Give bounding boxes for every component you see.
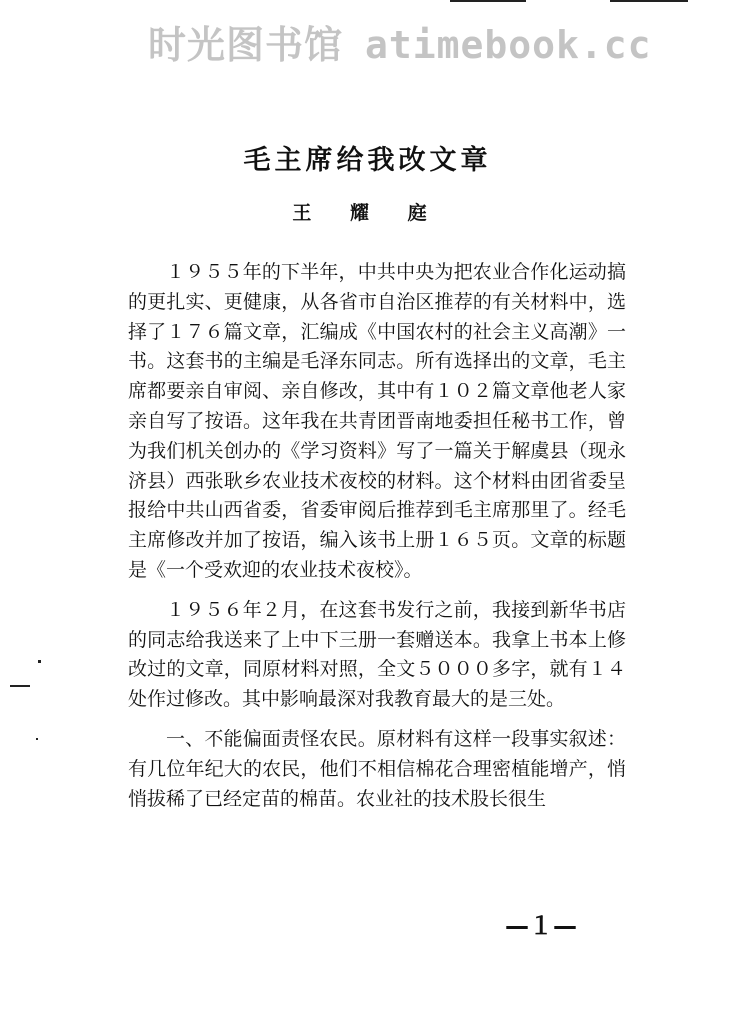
scan-speck xyxy=(38,660,41,663)
watermark-url: atimebook.cc xyxy=(365,23,652,67)
scan-speck xyxy=(10,685,30,687)
paragraph-1: １９５５年的下半年，中共中央为把农业合作化运动搞的更扎实、更健康，从各省市自治区推荐的有关材料中，选择了１７６篇文章，汇编成《中国农村的社会主义高潮》一书。这套书的主编是毛泽东同志。所有选择出的文章，毛主席都要亲自审阅、亲自修改，其中有１０２篇文章他老人家亲自写了按语。这年我在共青团晋南地委担任秘书工作，曾为我们机关创办的《学习资料》写了一篇关于解虞县（现永济县）西张耿乡农业技术夜校的材料。这个材料由团省委呈报给中共山西省委，省委审阅后推荐到毛主席那里了。经毛主席修改并加了按语，编入该书上册１６５页。文章的标题是《一个受欢迎的农业技术夜校》。 xyxy=(128,261,626,581)
top-rule-right xyxy=(610,0,688,2)
paragraph-3: 一、不能偏面责怪农民。原材料有这样一段事实叙述：有几位年纪大的农民，他们不相信棉花合理密植能增产，悄悄拔稀了已经定苗的棉苗。农业社的技术股长很生 xyxy=(128,727,626,810)
paragraph-2: １９５６年２月，在这套书发行之前，我接到新华书店的同志给我送来了上中下三册一套赠送本。我拿上书本上修改过的文章，同原材料对照，全文５０００多字，就有１４处作过修改。其中影响最深对我教育最大的是三处。 xyxy=(128,598,626,711)
watermark xyxy=(148,14,652,69)
watermark-name: 时光图书馆 xyxy=(148,23,344,67)
scan-speck xyxy=(36,738,38,740)
article-author: 王 耀 庭 xyxy=(292,202,443,224)
top-rule-left xyxy=(450,0,526,2)
page-number: —１— xyxy=(505,912,577,940)
article-title: 毛主席给我改文章 xyxy=(243,145,492,176)
article-body xyxy=(128,258,626,814)
